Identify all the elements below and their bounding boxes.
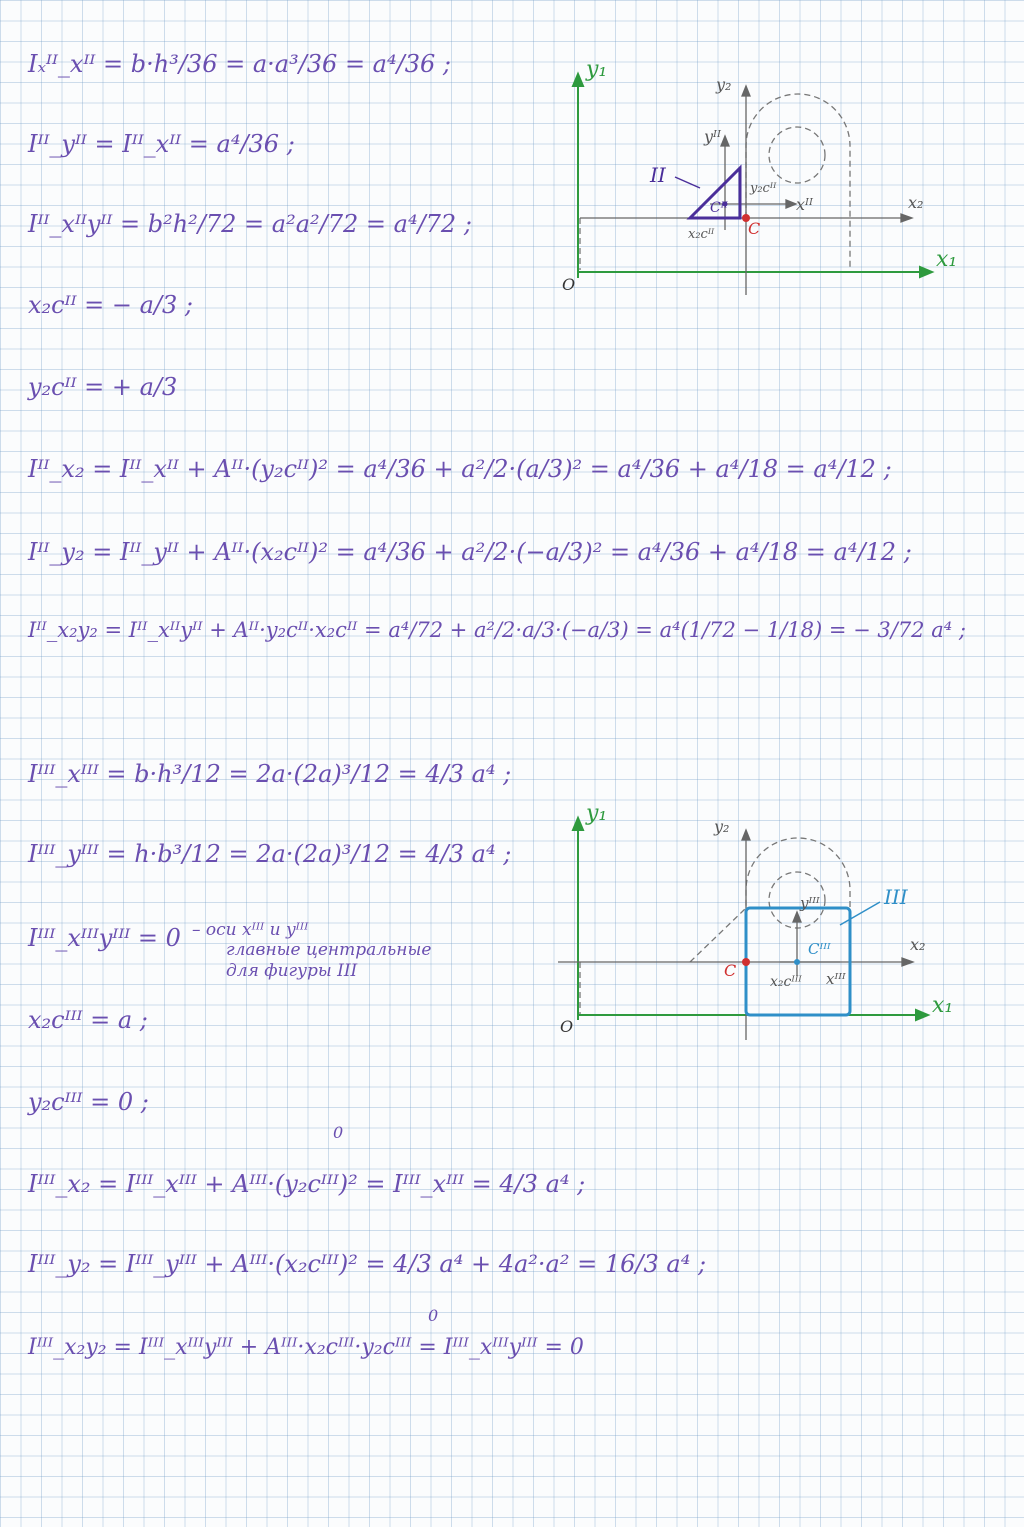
strike-zero-2: 0 [428, 1306, 439, 1325]
eq-ix2y2-ii: Iᴵᴵ_x₂y₂ = Iᴵᴵ_xᴵᴵyᴵᴵ + Aᴵᴵ·y₂cᴵᴵ·x₂cᴵᴵ = a⁴/72 + a²/2·a/3·(−a/3) = a⁴(1/72 − 1/18) = − 3/72 a⁴ ; [28, 618, 966, 642]
label-y2: y₂ [716, 75, 732, 94]
label-ciii: Cᴵᴵᴵ [808, 940, 831, 958]
centroid-ciii [794, 959, 800, 965]
eq-y2c-ii: y₂cᴵᴵ = + a/3 [28, 373, 178, 401]
y1-arrow [573, 74, 583, 86]
label-c: C [724, 961, 737, 980]
eq-ix-iii: Iᴵᴵᴵ_xᴵᴵᴵ = b·h³/12 = 2a·(2a)³/12 = 4/3 a⁴ ; [28, 760, 512, 788]
eq-ix2-ii: Iᴵᴵ_x₂ = Iᴵᴵ_xᴵᴵ + Aᴵᴵ·(y₂cᴵᴵ)² = a⁴/36 + a²/2·(a/3)² = a⁴/36 + a⁴/18 = a⁴/12 ; [28, 455, 892, 483]
label-iii: III [884, 885, 908, 909]
eq-ixy-iii: Iᴵᴵᴵ_xᴵᴵᴵyᴵᴵᴵ = 0 [28, 924, 181, 952]
label-ii: II [650, 163, 666, 187]
label-y1: y₁ [586, 801, 608, 826]
y1-arrow [573, 818, 583, 830]
eq-iy2-iii: Iᴵᴵᴵ_y₂ = Iᴵᴵᴵ_yᴵᴵᴵ + Aᴵᴵᴵ·(x₂cᴵᴵᴵ)² = 4/3 a⁴ + 4a²·a² = 16/3 a⁴ ; [28, 1250, 707, 1278]
label-cii: Cᴵᴵ [710, 200, 728, 216]
label-xii: xᴵᴵ [796, 195, 813, 214]
label-y2cii: y₂cᴵᴵ [750, 181, 777, 196]
eq-ix-ii: Iₓᴵᴵ_xᴵᴵ = b·h³/36 = a·a³/36 = a⁴/36 ; [28, 50, 451, 78]
eq-ix2y2-iii: Iᴵᴵᴵ_x₂y₂ = Iᴵᴵᴵ_xᴵᴵᴵyᴵᴵᴵ + Aᴵᴵᴵ·x₂cᴵᴵᴵ·y₂cᴵᴵᴵ = Iᴵᴵᴵ_xᴵᴵᴵyᴵᴵᴵ = 0 [28, 1335, 584, 1360]
eq-ix2-iii: Iᴵᴵᴵ_x₂ = Iᴵᴵᴵ_xᴵᴵᴵ + Aᴵᴵᴵ·(y₂cᴵᴵᴵ)² = Iᴵᴵᴵ_xᴵᴵᴵ = 4/3 a⁴ ; [28, 1170, 586, 1198]
label-x1: x₁ [932, 993, 954, 1018]
label-x2ciii: x₂cᴵᴵᴵ [770, 974, 802, 990]
eq-ixy-ii: Iᴵᴵ_xᴵᴵyᴵᴵ = b²h²/72 = a²a²/72 = a⁴/72 ; [28, 210, 472, 238]
eq-iy2-ii: Iᴵᴵ_y₂ = Iᴵᴵ_yᴵᴵ + Aᴵᴵ·(x₂cᴵᴵ)² = a⁴/36 + a²/2·(−a/3)² = a⁴/36 + a⁴/18 = a⁴/12 ; [28, 538, 912, 566]
eq-x2c-iii: x₂cᴵᴵᴵ = a ; [28, 1006, 148, 1034]
label-x1: x₁ [936, 247, 958, 272]
dashed-outline [580, 94, 850, 270]
label-xiii: xᴵᴵᴵ [826, 970, 846, 988]
note-line-2: главные центральные [226, 940, 432, 961]
centroid-c [742, 958, 750, 966]
label-x2: x₂ [910, 935, 926, 954]
label-x2cii: x₂cᴵᴵ [688, 227, 715, 242]
eq-x2c-ii: x₂cᴵᴵ = − a/3 ; [28, 291, 194, 319]
eq-iy-iii: Iᴵᴵᴵ_yᴵᴵᴵ = h·b³/12 = 2a·(2a)³/12 = 4/3 a⁴ ; [28, 840, 512, 868]
label-yii: yᴵᴵ [704, 127, 721, 146]
label-o: O [562, 275, 576, 294]
eq-iy-ii: Iᴵᴵ_yᴵᴵ = Iᴵᴵ_xᴵᴵ = a⁴/36 ; [28, 130, 295, 158]
leader-iii [840, 902, 880, 925]
label-y2: y₂ [714, 817, 730, 836]
dashed-outline [580, 838, 850, 1015]
note-line-3: для фигуры III [226, 960, 358, 981]
note-principal-axes [192, 920, 431, 981]
diagram-figure-ii [540, 50, 980, 310]
x1-arrow [920, 267, 932, 277]
x1-arrow [916, 1010, 928, 1020]
strike-zero-1: 0 [333, 1123, 344, 1142]
note-line-1: – оси xᴵᴵᴵ и yᴵᴵᴵ [192, 920, 309, 940]
label-y1: y₁ [586, 57, 608, 82]
label-yiii: yᴵᴵᴵ [800, 894, 820, 912]
eq-y2c-iii: y₂cᴵᴵᴵ = 0 ; [28, 1088, 149, 1116]
label-x2: x₂ [908, 193, 924, 212]
label-c: C [748, 219, 761, 238]
leader-ii [675, 177, 700, 188]
diagram-figure-iii [540, 790, 980, 1050]
label-o: O [560, 1017, 574, 1036]
